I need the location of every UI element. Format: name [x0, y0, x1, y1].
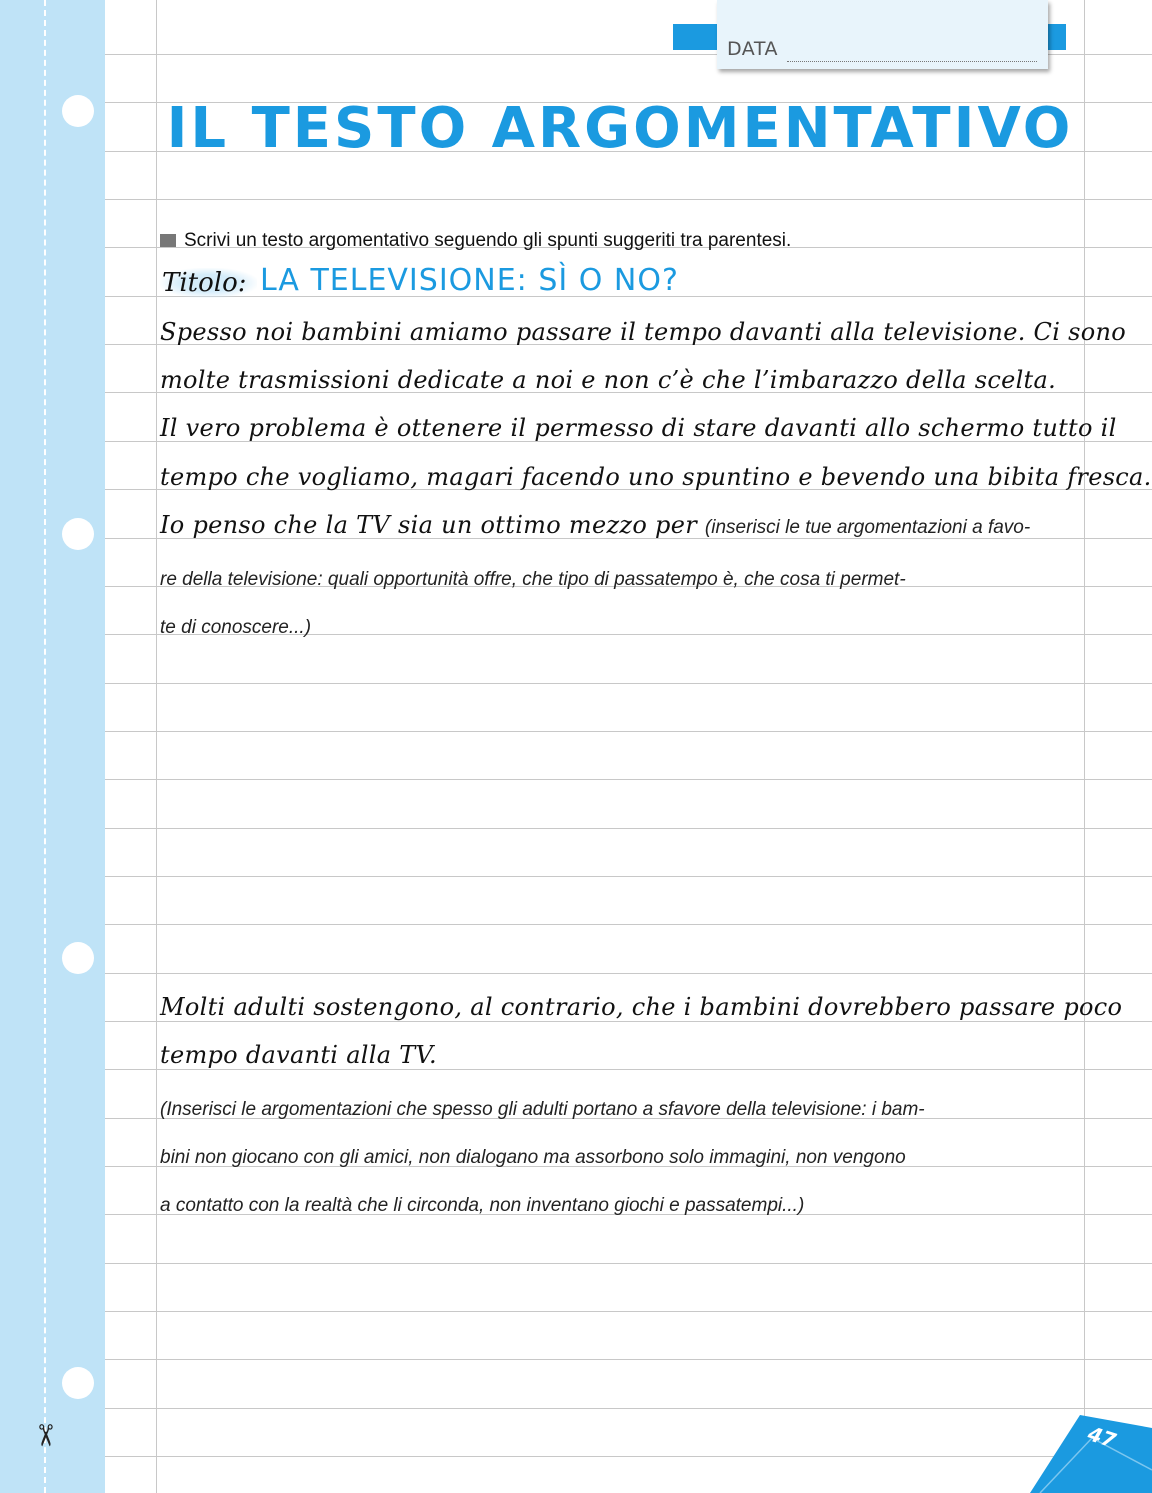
rule-line [105, 973, 1152, 974]
cut-line [44, 0, 46, 1493]
handwritten-line: Spesso noi bambini amiamo passare il tempo davanti alla televisione. Ci sono [160, 318, 1126, 346]
page-number: 47 [1084, 1421, 1119, 1453]
hint-text: (inserisci le tue argomentazioni a favo- [704, 517, 1031, 538]
margin-line-left [156, 0, 157, 1493]
date-tab-accent [673, 24, 723, 50]
punch-hole [62, 1367, 94, 1399]
binding-strip [0, 0, 105, 1493]
writing-area[interactable] [160, 1220, 1080, 1480]
bullet-square-icon [160, 234, 176, 247]
handwritten-line: Il vero problema è ottenere il permesso di stare davanti allo schermo tutto il [160, 414, 1117, 442]
handwritten-line: tempo davanti alla TV. [160, 1041, 437, 1069]
handwritten-line: molte trasmissioni dedicate a noi e non c’è che l’imbarazzo della scelta. [160, 366, 1057, 394]
punch-hole [62, 942, 94, 974]
rule-line [105, 1069, 1152, 1070]
titolo-value: LA TELEVISIONE: SÌ O NO? [260, 263, 679, 298]
hint-line: (Inserisci le argomentazioni che spesso gli adulti portano a sfavore della televisione: i bam- [160, 1099, 925, 1120]
writing-area[interactable] [160, 640, 1080, 970]
hint-line: bini non giocano con gli amici, non dialogano ma assorbono solo immagini, non vengono [160, 1147, 906, 1168]
lead-text: Io penso che la TV sia un ottimo mezzo per [160, 511, 697, 539]
handwritten-line: tempo che vogliamo, magari facendo uno spuntino e bevendo una bibita fresca. [160, 463, 1152, 491]
handwritten-line: Molti adulti sostengono, al contrario, che i bambini dovrebbero passare poco [160, 993, 1123, 1021]
scissors-icon: ✂ [27, 1422, 63, 1449]
rule-line [105, 199, 1152, 200]
date-box [717, 0, 1048, 69]
hint-line: te di conoscere...) [160, 617, 312, 638]
page-title: IL TESTO ARGOMENTATIVO [166, 96, 1074, 161]
date-label: DATA [727, 38, 778, 60]
instruction [160, 230, 791, 252]
instruction-text: Scrivi un testo argomentativo seguendo gli spunti suggeriti tra parentesi. [184, 230, 792, 251]
margin-line-right [1084, 0, 1085, 1493]
hint-line: re della televisione: quali opportunità offre, che tipo di passatempo è, che cosa ti permet- [160, 569, 906, 590]
hint-line: a contatto con la realtà che li circonda, non inventano giochi e passatempi...) [160, 1195, 805, 1216]
handwritten-line [160, 511, 1030, 539]
punch-hole [62, 518, 94, 550]
titolo-label: Titolo: [160, 268, 257, 298]
rule-line [105, 1021, 1152, 1022]
date-field[interactable] [787, 61, 1037, 62]
